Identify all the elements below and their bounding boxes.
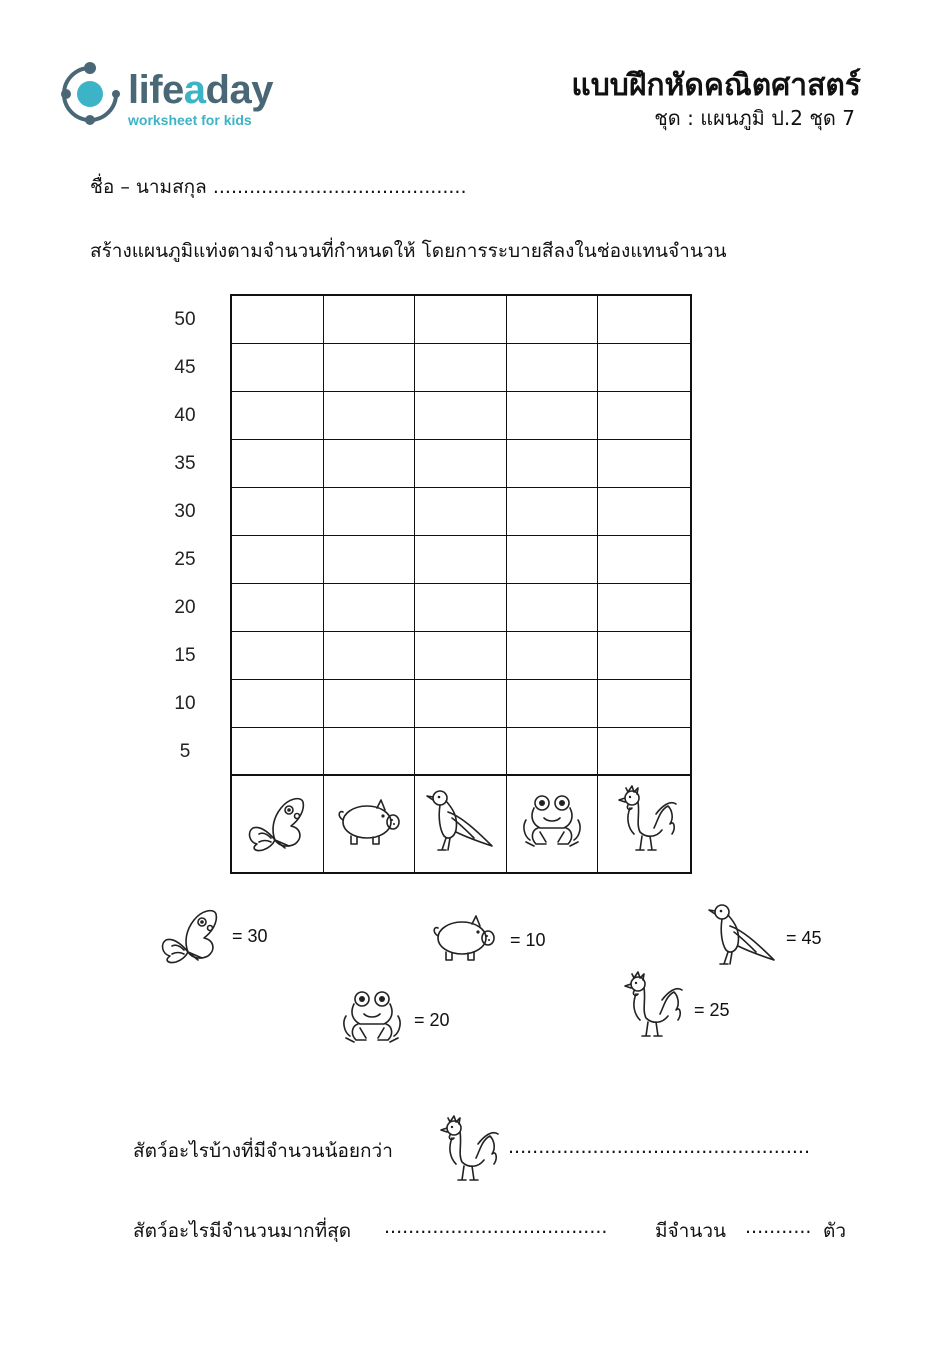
grid-cell[interactable] xyxy=(232,392,324,440)
legend-value: = 10 xyxy=(510,929,546,950)
y-tick-label: 35 xyxy=(174,453,196,474)
grid-cell[interactable] xyxy=(324,392,416,440)
question-2-unit: ตัว xyxy=(823,1220,847,1242)
grid-cell[interactable] xyxy=(507,632,599,680)
grid-cell[interactable] xyxy=(598,344,690,392)
question-2-text: สัตว์อะไรมีจำนวนมากที่สุด xyxy=(133,1220,352,1242)
logo-mark-icon xyxy=(60,62,124,126)
legend-value: = 30 xyxy=(232,925,268,946)
grid-cell[interactable] xyxy=(415,344,507,392)
grid-cell[interactable] xyxy=(232,680,324,728)
grid-cell[interactable] xyxy=(324,440,416,488)
grid-cell[interactable] xyxy=(324,632,416,680)
y-tick-label: 20 xyxy=(174,597,196,618)
grid-cell[interactable] xyxy=(232,728,324,776)
legend-butterfly xyxy=(158,902,268,970)
name-field[interactable]: ชื่อ – นามสกุล .......................................... xyxy=(90,176,467,198)
grid-cell[interactable] xyxy=(507,680,599,728)
pig-icon xyxy=(333,794,405,854)
y-tick-label: 15 xyxy=(174,645,196,666)
lifeaday-logo xyxy=(60,62,300,132)
grid-cell[interactable] xyxy=(232,344,324,392)
grid-cell[interactable] xyxy=(232,536,324,584)
grid-cell[interactable] xyxy=(507,584,599,632)
legend-rooster xyxy=(616,970,730,1050)
worksheet-title: แบบฝึกหัดคณิตศาสตร์ xyxy=(571,68,861,103)
grid-cell[interactable] xyxy=(415,296,507,344)
question-1-text: สัตว์อะไรบ้างที่มีจำนวนน้อยกว่า xyxy=(133,1140,393,1162)
question-2-answer-line[interactable]: ..................................... xyxy=(384,1216,608,1238)
grid-cell[interactable] xyxy=(507,296,599,344)
grid-cell[interactable] xyxy=(324,488,416,536)
legend-value: = 45 xyxy=(786,927,822,948)
y-tick-label: 5 xyxy=(179,741,191,762)
grid-cell[interactable] xyxy=(598,440,690,488)
instruction-text: สร้างแผนภูมิแท่งตามจำนวนที่กำหนดให้ โดยการระบายสีลงในช่องแทนจำนวน xyxy=(90,240,727,262)
grid-cell[interactable] xyxy=(598,584,690,632)
bird-icon xyxy=(708,902,776,974)
grid-cell[interactable] xyxy=(415,632,507,680)
worksheet-subtitle: ชุด : แผนภูมิ ป.2 ชุด 7 xyxy=(654,106,855,130)
grid-cell[interactable] xyxy=(415,536,507,584)
grid-cell[interactable] xyxy=(232,632,324,680)
legend-frog xyxy=(340,988,450,1052)
logo-wordmark: lifeaday xyxy=(128,68,273,112)
y-tick-label: 10 xyxy=(174,693,196,714)
grid-cell[interactable] xyxy=(415,680,507,728)
legend-value: = 25 xyxy=(694,999,730,1020)
y-tick-label: 40 xyxy=(174,405,196,426)
grid-cell[interactable] xyxy=(415,440,507,488)
category-cell xyxy=(507,776,599,872)
grid-cell[interactable] xyxy=(324,296,416,344)
grid-cell[interactable] xyxy=(507,392,599,440)
grid-cell[interactable] xyxy=(507,344,599,392)
grid-cell[interactable] xyxy=(598,632,690,680)
legend-bird xyxy=(708,902,822,974)
logo-tagline: worksheet for kids xyxy=(128,112,252,128)
question-2-count-line[interactable]: ........... xyxy=(745,1216,812,1238)
bar-chart-grid xyxy=(230,294,692,874)
legend-value: = 20 xyxy=(414,1009,450,1030)
category-cell xyxy=(415,776,507,872)
frog-icon xyxy=(520,792,584,856)
y-tick-label: 50 xyxy=(174,309,196,330)
frog-icon xyxy=(340,988,404,1052)
y-tick-label: 30 xyxy=(174,501,196,522)
butterfly-icon xyxy=(245,790,309,858)
rooster-icon xyxy=(432,1114,500,1194)
grid-cell[interactable] xyxy=(598,488,690,536)
grid-cell[interactable] xyxy=(232,440,324,488)
question-1-answer-line[interactable]: .................................................. xyxy=(508,1136,810,1158)
grid-cell[interactable] xyxy=(598,536,690,584)
rooster-icon xyxy=(616,970,684,1050)
grid-cell[interactable] xyxy=(324,344,416,392)
y-tick-label: 45 xyxy=(174,357,196,378)
grid-cell[interactable] xyxy=(507,488,599,536)
rooster-icon xyxy=(610,784,678,864)
grid-cell[interactable] xyxy=(232,488,324,536)
legend-pig xyxy=(428,910,546,970)
bird-icon xyxy=(426,788,494,860)
grid-cell[interactable] xyxy=(415,392,507,440)
category-cell xyxy=(232,776,324,872)
grid-cell[interactable] xyxy=(598,680,690,728)
question-2-count-label: มีจำนวน xyxy=(655,1220,726,1242)
grid-cell[interactable] xyxy=(507,440,599,488)
grid-cell[interactable] xyxy=(507,536,599,584)
grid-cell[interactable] xyxy=(324,680,416,728)
grid-cell[interactable] xyxy=(324,728,416,776)
grid-cell[interactable] xyxy=(415,488,507,536)
grid-cell[interactable] xyxy=(598,728,690,776)
grid-cell[interactable] xyxy=(507,728,599,776)
grid-cell[interactable] xyxy=(232,584,324,632)
pig-icon xyxy=(428,910,500,970)
grid-cell[interactable] xyxy=(415,584,507,632)
y-tick-label: 25 xyxy=(174,549,196,570)
grid-cell[interactable] xyxy=(415,728,507,776)
grid-cell[interactable] xyxy=(232,296,324,344)
category-cell xyxy=(324,776,416,872)
grid-cell[interactable] xyxy=(598,392,690,440)
butterfly-icon xyxy=(158,902,222,970)
grid-cell[interactable] xyxy=(324,584,416,632)
grid-cell[interactable] xyxy=(598,296,690,344)
grid-cell[interactable] xyxy=(324,536,416,584)
category-cell xyxy=(598,776,690,872)
